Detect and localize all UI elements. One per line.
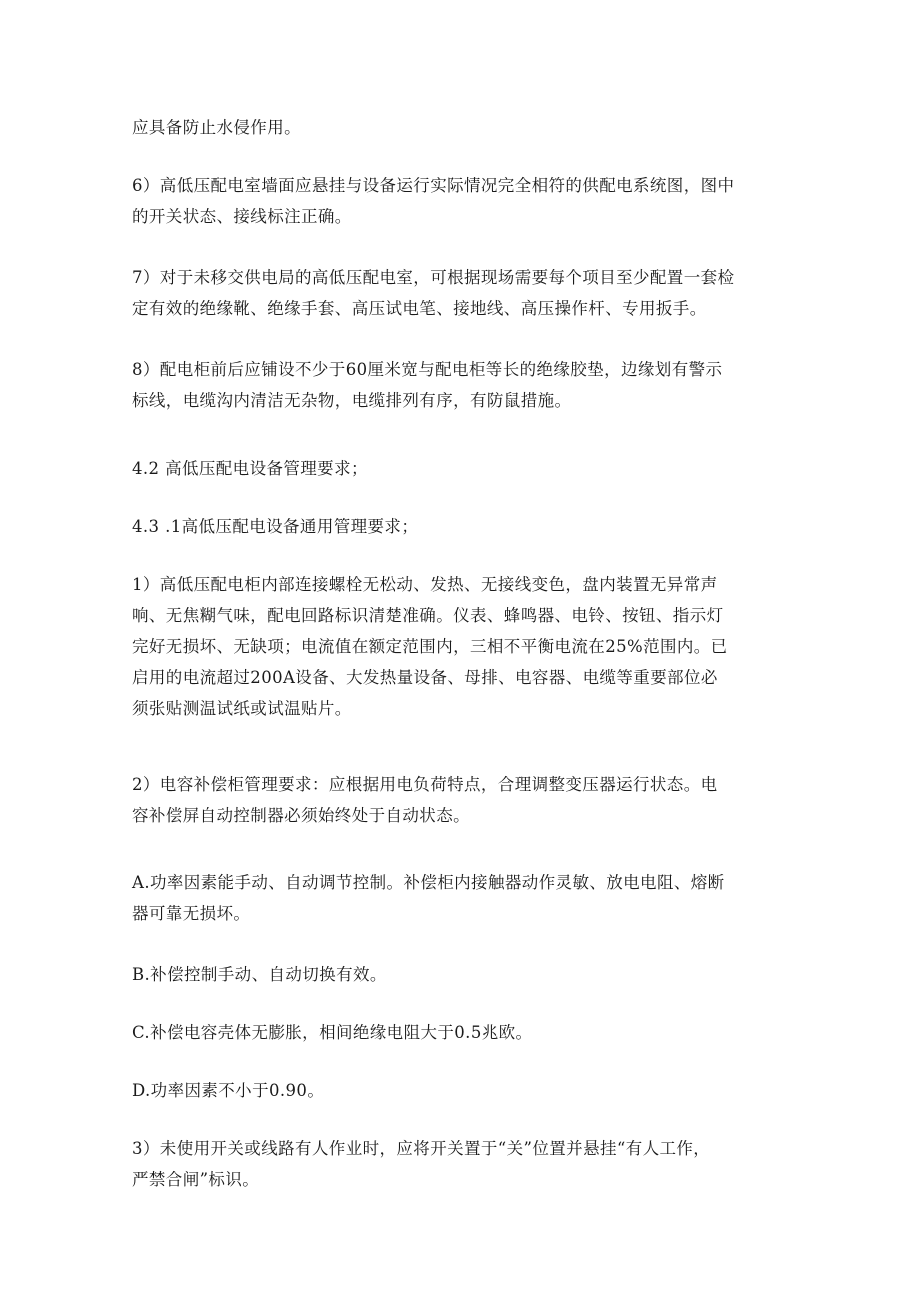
paragraph-item-1 <box>132 569 792 724</box>
text-line: 器可靠无损坏。 <box>132 904 251 923</box>
text-line: 6）高低压配电室墙面应悬挂与设备运行实际情况完全相符的供配电系统图，图中 <box>132 176 735 195</box>
paragraph-continuation <box>132 112 792 143</box>
paragraph-item-8 <box>132 354 792 416</box>
text-line: 完好无损坏、无缺项；电流值在额定范围内，三相不平衡电流在25%范围内。已 <box>132 637 728 656</box>
text-line: A.功率因素能手动、自动调节控制。补偿柜内接触器动作灵敏、放电电阻、熔断 <box>132 873 725 892</box>
text-line: 严禁合闸”标识。 <box>132 1170 260 1189</box>
text-line: D.功率因素不小于0.90。 <box>132 1081 325 1100</box>
paragraph-item-c <box>132 1017 792 1048</box>
text-line: 的开关状态、接线标注正确。 <box>132 207 352 226</box>
section-heading-4-2 <box>132 453 792 484</box>
paragraph-item-3 <box>132 1133 792 1195</box>
paragraph-item-7 <box>132 262 792 324</box>
text-line: 7）对于未移交供电局的高低压配电室，可根据现场需要每个项目至少配置一套检 <box>132 268 735 287</box>
paragraph-item-d <box>132 1075 792 1106</box>
text-line: 1）高低压配电柜内部连接螺栓无松动、发热、无接线变色，盘内装置无异常声 <box>132 575 718 594</box>
text-line: 标线，电缆沟内清洁无杂物，电缆排列有序，有防鼠措施。 <box>132 391 572 410</box>
text-line: 8）配电柜前后应铺设不少于60厘米宽与配电柜等长的绝缘胶垫，边缘划有警示 <box>132 360 723 379</box>
heading-text: 4.3 .1高低压配电设备通用管理要求； <box>132 517 419 536</box>
paragraph-item-a <box>132 867 792 929</box>
heading-text: 4.2 高低压配电设备管理要求； <box>132 459 368 478</box>
text-line: 响、无焦糊气味，配电回路标识清楚准确。仪表、蜂鸣器、电铃、按钮、指示灯 <box>132 606 724 625</box>
text-line: 容补偿屏自动控制器必须始终处于自动状态。 <box>132 806 470 825</box>
text-line: C.补偿电容壳体无膨胀，相间绝缘电阻大于0.5兆欧。 <box>132 1023 533 1042</box>
text-line: 应具备防止水侵作用。 <box>132 118 301 137</box>
paragraph-item-2 <box>132 769 792 831</box>
text-line: 启用的电流超过200A设备、大发热量设备、母排、电容器、电缆等重要部位必 <box>132 668 718 687</box>
paragraph-item-6 <box>132 170 792 232</box>
text-line: 须张贴测温试纸或试温贴片。 <box>132 699 352 718</box>
text-line: 2）电容补偿柜管理要求：应根据用电负荷特点，合理调整变压器运行状态。电 <box>132 775 718 794</box>
section-heading-4-3 <box>132 511 792 542</box>
paragraph-item-b <box>132 959 792 990</box>
text-line: 定有效的绝缘靴、绝缘手套、高压试电笔、接地线、高压操作杆、专用扳手。 <box>132 299 707 318</box>
text-line: B.补偿控制手动、自动切换有效。 <box>132 965 387 984</box>
text-line: 3）未使用开关或线路有人作业时，应将开关置于“关”位置并悬挂“有人工作， <box>132 1139 711 1158</box>
